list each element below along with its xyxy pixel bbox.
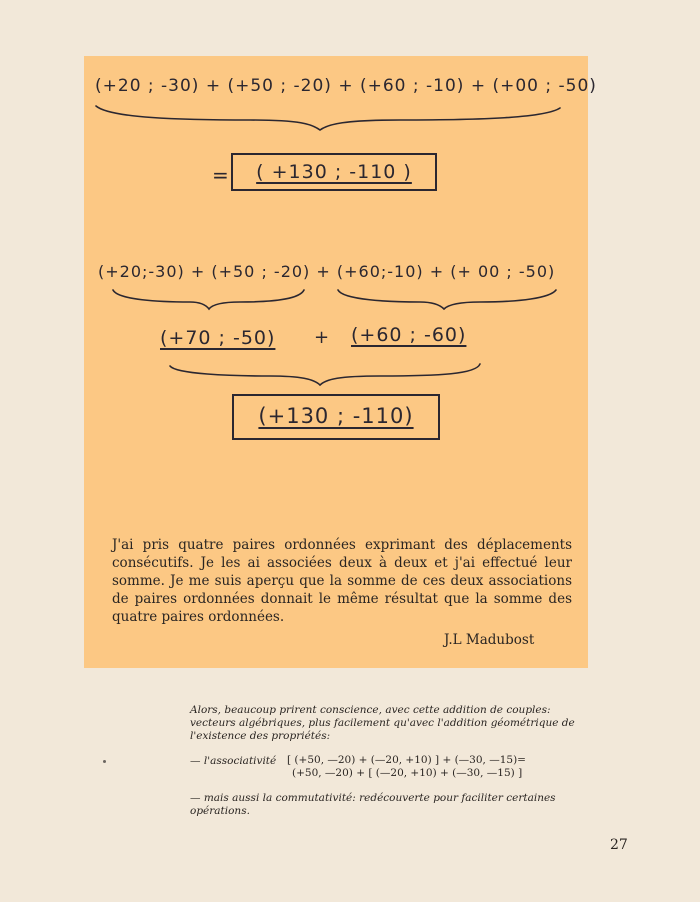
result-1: ( +130 ; -110 ) bbox=[256, 161, 412, 183]
page-number: 27 bbox=[610, 837, 628, 853]
margin-dot bbox=[103, 760, 106, 763]
partial-sum-b: (+60 ; -60) bbox=[351, 324, 467, 346]
note-text: J'ai pris quatre paires ordonnées exprimant des déplacements consécutifs. Je les ai associées deux à deux et j'ai effectué leur somme. Je me suis aperçu que la somme de ces deux associations de paires ordonnées donnait le même résultat que la somme des quatre paires ordonnées. bbox=[112, 537, 572, 625]
expression-line-2: (+20;-30) + (+50 ; -20) + (+60;-10) + (+ 00 ; -50) bbox=[98, 262, 556, 281]
caption-intro: Alors, beaucoup prirent conscience, avec cette addition de couples: vecteurs algébriques, plus facilement qu'avec l'addition géométrique de l'existence des propriétés: bbox=[190, 704, 575, 742]
student-note bbox=[112, 536, 572, 626]
associativity-formula-line-2: (+50, —20) + [ (—20, +10) + (—30, —15) ] bbox=[292, 767, 523, 779]
brace-pair-b bbox=[338, 290, 556, 309]
brace-line-2 bbox=[170, 364, 480, 385]
equals-sign: = bbox=[212, 163, 230, 187]
associativity-label: — l'associativité bbox=[190, 755, 277, 767]
partial-sum-a: (+70 ; -50) bbox=[160, 327, 276, 349]
note-author: J.L Madubost bbox=[444, 632, 535, 648]
expression-line-1: (+20 ; -30) + (+50 ; -20) + (+60 ; -10) + (+00 ; -50) bbox=[95, 76, 597, 96]
brace-pair-a bbox=[113, 290, 304, 309]
result-2: (+130 ; -110) bbox=[258, 404, 414, 428]
partial-sum-plus: + bbox=[314, 327, 331, 348]
brace-line-1 bbox=[96, 106, 560, 130]
commutativity-text: — mais aussi la commutativité: redécouverte pour faciliter certaines opérations. bbox=[190, 792, 556, 817]
associativity-formula-line-1: [ (+50, —20) + (—20, +10) ] + (—30, —15)= bbox=[287, 754, 526, 766]
